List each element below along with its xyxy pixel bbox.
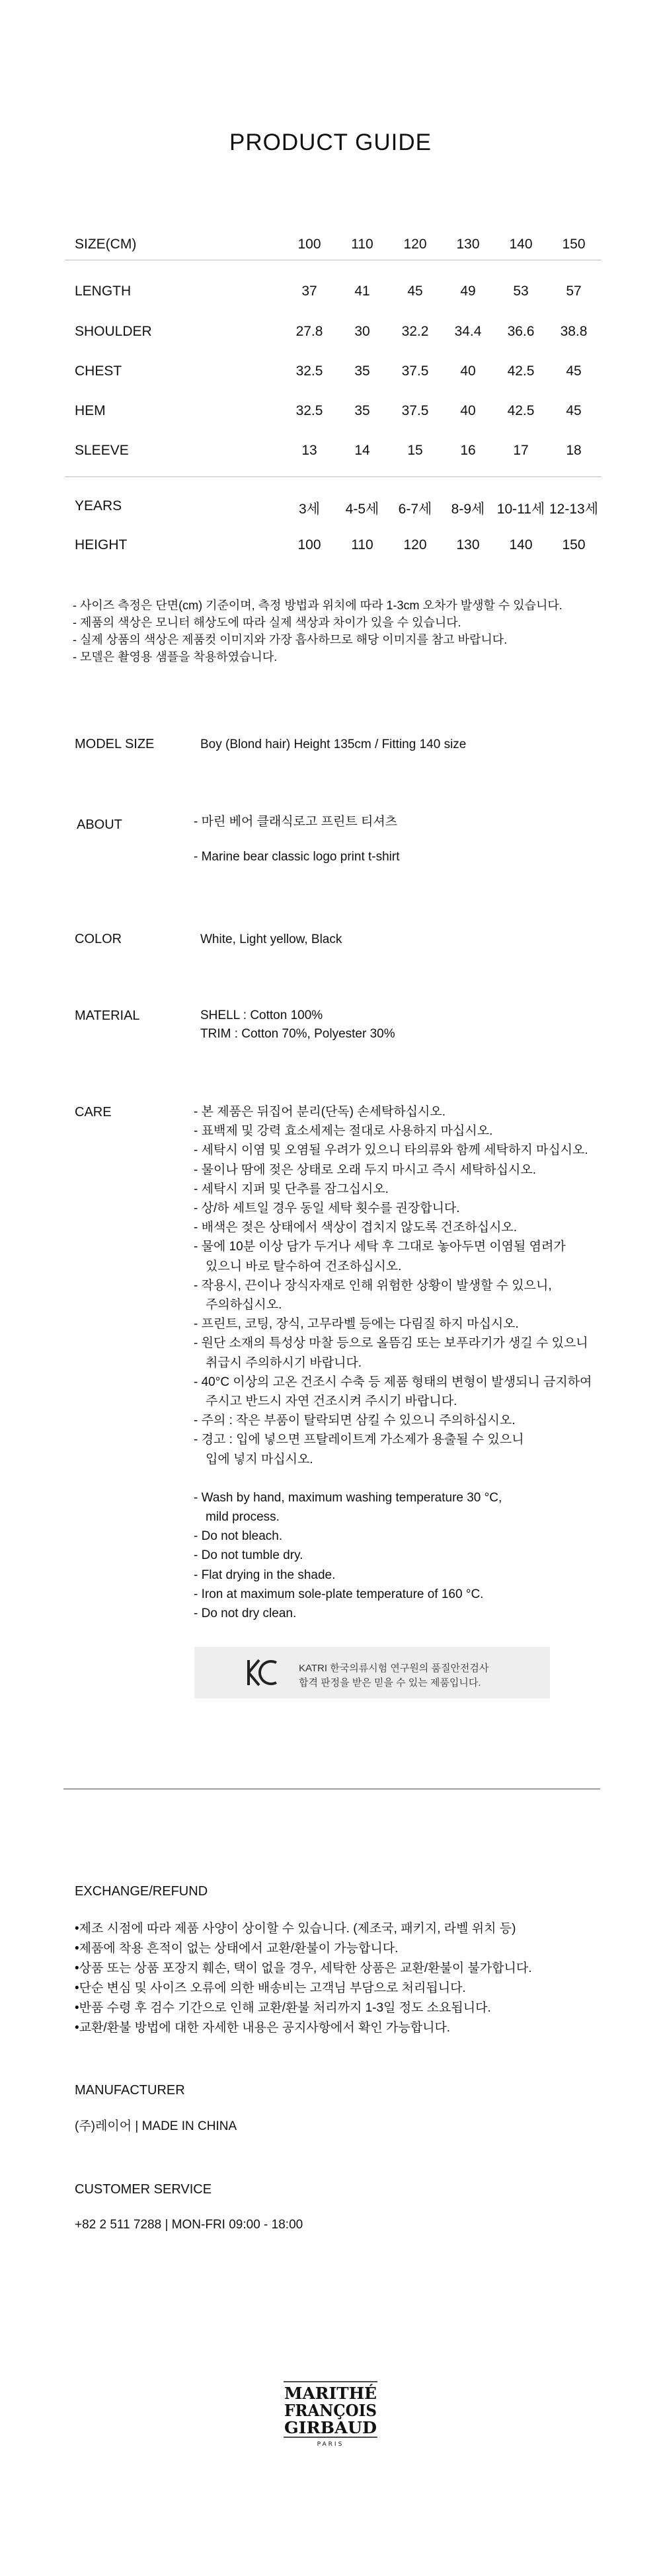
table-cell: 30	[354, 324, 370, 339]
table-header-cell: 110	[351, 237, 373, 252]
table-header-cell: 140	[509, 237, 533, 252]
table-cell: 13	[301, 443, 317, 458]
katri-line: 합격 판정을 받은 믿을 수 있는 제품입니다.	[299, 1677, 481, 1688]
care-line: mild process.	[206, 1510, 280, 1525]
care-line: 취급시 주의하시기 바랍니다.	[206, 1355, 362, 1370]
care-line: - 본 제품은 뒤집어 분리(단독) 손세탁하십시오.	[194, 1105, 446, 1119]
table-header-cell: 130	[456, 237, 480, 252]
care-line: - Iron at maximum sole-plate temperature of 160 °C.	[194, 1587, 484, 1601]
table-row	[73, 493, 602, 519]
note-line: - 모델은 촬영용 샘플을 착용하였습니다.	[73, 650, 278, 663]
measurement-notes	[73, 597, 563, 665]
table-row	[73, 437, 602, 464]
table-cell: 37.5	[401, 403, 429, 418]
section-divider	[63, 1788, 600, 1790]
table-cell: 37.5	[401, 363, 429, 379]
model-size-text: Boy (Blond hair) Height 135cm / Fitting 140 size	[200, 738, 467, 751]
care-line: - Flat drying in the shade.	[194, 1568, 336, 1582]
care-line: - 세탁시 지퍼 및 단추를 잠그십시오.	[194, 1182, 389, 1196]
table-header-row	[73, 231, 602, 258]
row-label: YEARS	[75, 498, 122, 513]
table-cell: 16	[460, 443, 476, 458]
note-line: - 제품의 색상은 모니터 해상도에 따라 실제 색상과 차이가 있을 수 있습니다.	[73, 616, 461, 629]
care-instructions	[194, 1102, 592, 1623]
table-cell: 27.8	[295, 324, 323, 339]
care-line: - 표백제 및 강력 효소세제는 절대로 사용하지 마십시오.	[194, 1124, 493, 1139]
katri-line: KATRI 한국의류시험 연구원의 품질안전검사	[299, 1663, 489, 1674]
care-line: - Do not bleach.	[194, 1529, 283, 1544]
exchange-line: •반품 수령 후 검수 기간으로 인해 교환/환불 처리까지 1-3일 정도 소요됩니다.	[75, 2001, 491, 2015]
table-cell: 32.5	[295, 403, 323, 418]
table-row	[73, 532, 602, 558]
table-cell: 45	[407, 284, 423, 299]
table-cell: 45	[566, 403, 582, 418]
row-label: HEM	[75, 403, 106, 418]
table-cell: 53	[513, 284, 529, 299]
table-cell: 4-5세	[345, 502, 379, 517]
svg-text:MARITHÉ: MARITHÉ	[284, 2384, 377, 2403]
table-row	[73, 398, 602, 424]
table-cell: 49	[460, 284, 476, 299]
table-cell: 42.5	[507, 363, 535, 379]
table-cell: 41	[354, 284, 370, 299]
table-cell: 45	[566, 363, 582, 379]
table-cell: 14	[354, 443, 370, 458]
care-line: 있으니 바로 탈수하여 건조하십시오.	[206, 1259, 402, 1273]
care-line: - 작용시, 끈이나 장식자재로 인해 위험한 상황이 발생할 수 있으니,	[194, 1278, 552, 1293]
care-line: - 40°C 이상의 고온 건조시 수축 등 제품 형태의 변형이 발생되니 금지하여	[194, 1375, 592, 1389]
table-header-label: SIZE(CM)	[75, 237, 137, 252]
manufacturer-text: (주)레이어 | MADE IN CHINA	[75, 2119, 237, 2133]
table-cell: 18	[566, 443, 582, 458]
table-cell: 32.5	[295, 363, 323, 379]
material-value	[200, 1006, 395, 1043]
table-cell: 32.2	[401, 324, 429, 339]
table-cell: 15	[407, 443, 423, 458]
care-line: - 원단 소재의 특성상 마찰 등으로 올뜸김 또는 보푸라기가 생길 수 있으니	[194, 1336, 588, 1351]
care-line: - 세탁시 이염 및 오염될 우려가 있으니 타의류와 함께 세탁하지 마십시오.	[194, 1143, 588, 1158]
about-value	[194, 813, 400, 866]
table-cell: 150	[562, 537, 586, 552]
table-header-cell: 150	[562, 237, 586, 252]
exchange-line: •상품 또는 상품 포장지 훼손, 택이 없을 경우, 세탁한 상품은 교환/환불이 불가합니다.	[75, 1961, 532, 1975]
table-section-divider	[65, 476, 602, 477]
table-row	[73, 319, 602, 345]
manufacturer-label: MANUFACTURER	[75, 2083, 185, 2098]
table-row	[73, 278, 602, 305]
table-cell: 10-11세	[496, 502, 545, 517]
table-cell: 35	[354, 363, 370, 379]
table-cell: 17	[513, 443, 529, 458]
customer-service-label: CUSTOMER SERVICE	[75, 2182, 212, 2197]
brand-logo	[280, 2379, 381, 2449]
svg-text:PARIS: PARIS	[317, 2441, 344, 2448]
note-line: - 사이즈 측정은 단면(cm) 기준이며, 측정 방법과 위치에 따라 1-3cm 오차가 발생할 수 있습니다.	[73, 599, 563, 612]
table-cell: 120	[403, 537, 427, 552]
table-cell: 12-13세	[549, 502, 598, 517]
exchange-line: •단순 변심 및 사이즈 오류에 의한 배송비는 고객님 부담으로 처리됩니다.	[75, 1981, 466, 1995]
row-label: LENGTH	[75, 284, 132, 299]
exchange-line: •제조 시점에 따라 제품 사양이 상이할 수 있습니다. (제조국, 패키지, 라벨 위치 등)	[75, 1922, 516, 1936]
table-cell: 36.6	[507, 324, 535, 339]
customer-service-value	[75, 2215, 303, 2235]
care-line: - 주의 : 작은 부품이 탈락되면 삼킬 수 있으니 주의하십시오.	[194, 1414, 516, 1428]
model-size-label: MODEL SIZE	[75, 737, 155, 751]
table-header-cell: 120	[403, 237, 427, 252]
care-line: 입에 넣지 마십시오.	[206, 1452, 313, 1466]
table-cell: 40	[460, 363, 476, 379]
care-line: 주시고 반드시 자연 건조시켜 주시기 바랍니다.	[206, 1394, 457, 1409]
model-size-value	[200, 736, 466, 754]
row-label: CHEST	[75, 363, 122, 379]
manufacturer-value	[75, 2117, 237, 2137]
care-line: - 물이나 땀에 젖은 상태로 오래 두지 마시고 즉시 세탁하십시오.	[194, 1162, 536, 1177]
page-title: PRODUCT GUIDE	[229, 130, 432, 155]
table-cell: 35	[354, 403, 370, 418]
table-cell: 100	[297, 537, 321, 552]
table-cell: 110	[351, 537, 373, 552]
row-label: SLEEVE	[75, 443, 129, 458]
care-line: - 상/하 세트일 경우 동일 세탁 횟수를 권장합니다.	[194, 1201, 460, 1216]
color-value	[200, 930, 342, 949]
care-spacer	[194, 1469, 592, 1488]
exchange-refund-text	[75, 1919, 532, 2038]
care-line: - 물에 10분 이상 담가 두거나 세탁 후 그대로 놓아두면 이염될 염려가	[194, 1240, 566, 1254]
care-line: 주의하십시오.	[206, 1298, 282, 1312]
note-line: - 실제 상품의 색상은 제품컷 이미지와 가장 흡사하므로 해당 이미지를 참고 바랍니다.	[73, 633, 508, 646]
about-line-ko: - 마린 베어 클래식로고 프린트 티셔츠	[194, 815, 398, 829]
care-line: - 배색은 젖은 상태에서 색상이 겹치지 않도록 건조하십시오.	[194, 1221, 518, 1235]
row-label: SHOULDER	[75, 324, 152, 339]
katri-text	[299, 1661, 550, 1690]
table-cell: 3세	[299, 502, 320, 517]
table-cell: 6-7세	[398, 502, 432, 517]
kc-mark-icon	[246, 1657, 279, 1688]
exchange-line: •제품에 착용 흔적이 없는 상태에서 교환/환불이 가능합니다.	[75, 1942, 399, 1955]
table-cell: 57	[566, 284, 582, 299]
table-cell: 38.8	[560, 324, 588, 339]
care-line: - 프린트, 코팅, 장식, 고무라벨 등에는 다림질 하지 마십시오.	[194, 1317, 519, 1332]
table-row	[73, 358, 602, 385]
table-header-cell: 100	[297, 237, 321, 252]
care-line: - Do not dry clean.	[194, 1607, 297, 1621]
table-cell: 34.4	[454, 324, 482, 339]
katri-certification-box	[194, 1647, 550, 1698]
exchange-line: •교환/환불 방법에 대한 자세한 내용은 공지사항에서 확인 가능합니다.	[75, 2021, 451, 2035]
care-line: - Do not tumble dry.	[194, 1548, 303, 1563]
table-cell: 40	[460, 403, 476, 418]
exchange-refund-label: EXCHANGE/REFUND	[75, 1884, 208, 1899]
table-cell: 130	[456, 537, 480, 552]
color-text: White, Light yellow, Black	[200, 932, 342, 946]
table-cell: 140	[509, 537, 533, 552]
material-line: TRIM : Cotton 70%, Polyester 30%	[200, 1027, 395, 1041]
color-label: COLOR	[75, 932, 122, 946]
table-cell: 42.5	[507, 403, 535, 418]
customer-service-text: +82 2 511 7288 | MON-FRI 09:00 - 18:00	[75, 2218, 303, 2232]
svg-text:GIRBAUD: GIRBAUD	[284, 2418, 377, 2437]
table-cell: 37	[301, 284, 317, 299]
svg-text:FRANÇOIS: FRANÇOIS	[284, 2401, 377, 2420]
about-label: ABOUT	[77, 817, 122, 832]
row-label: HEIGHT	[75, 537, 128, 552]
care-line: - 경고 : 입에 넣으면 프탈레이트계 가소제가 용출될 수 있으니	[194, 1433, 524, 1447]
material-line: SHELL : Cotton 100%	[200, 1008, 323, 1022]
table-cell: 8-9세	[451, 502, 485, 517]
material-label: MATERIAL	[75, 1008, 140, 1023]
about-line-en: - Marine bear classic logo print t-shirt	[194, 850, 400, 864]
care-label: CARE	[75, 1105, 112, 1119]
care-line: - Wash by hand, maximum washing temperature 30 °C,	[194, 1490, 502, 1505]
